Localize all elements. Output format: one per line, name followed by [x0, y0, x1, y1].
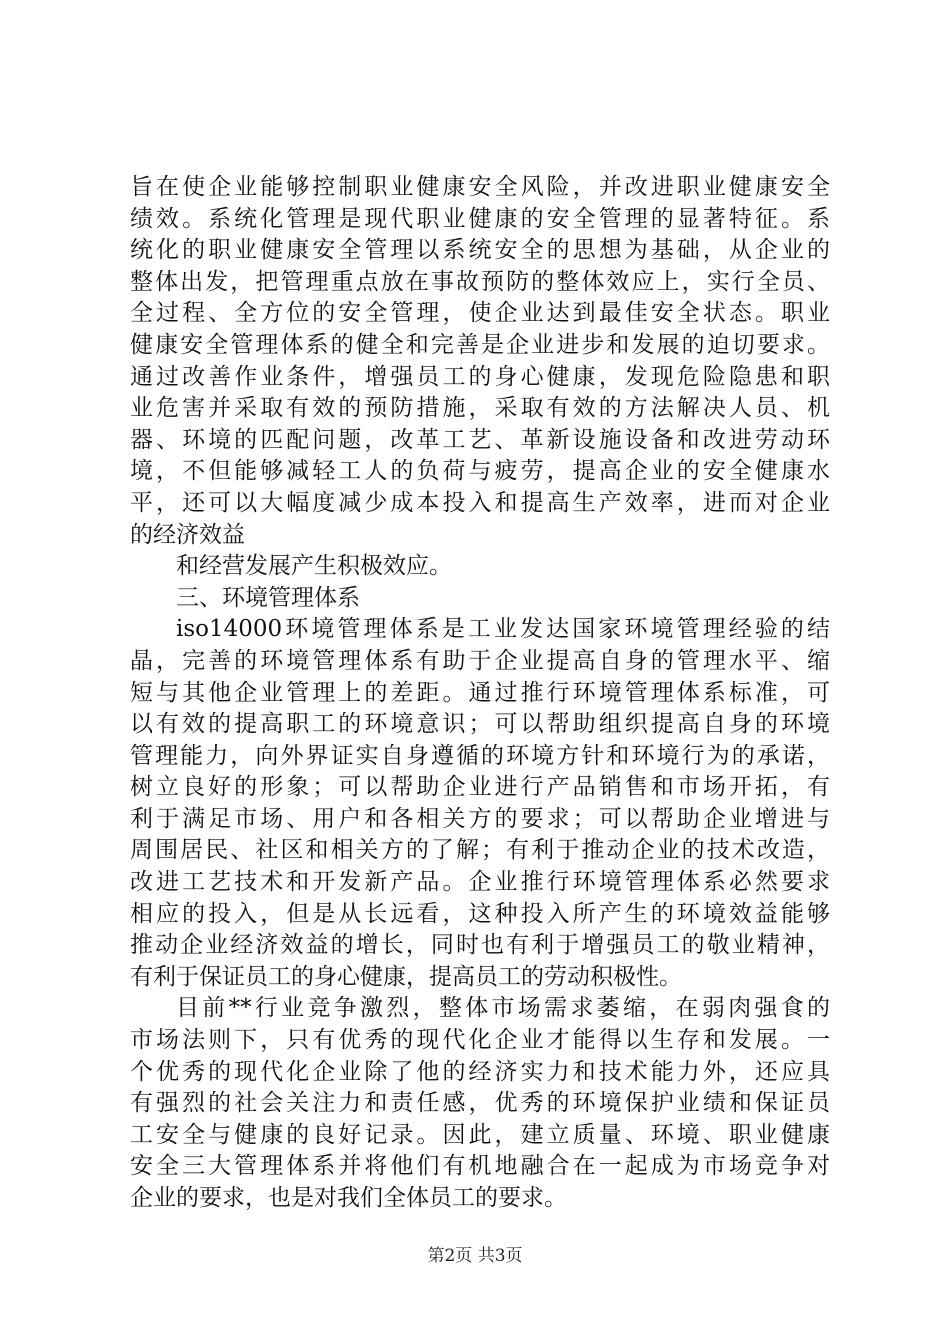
- text-line: 相应的投入，但是从长远看，这种投入所产生的环境效益能够: [130, 900, 830, 927]
- section-heading: 三、环境管理体系: [176, 584, 360, 611]
- text-line: 晶，完善的环境管理体系有助于企业提高自身的管理水平、缩: [130, 647, 830, 674]
- text-line: 和经营发展产生积极效应。: [176, 553, 452, 580]
- page-number: 第2页 共3页: [427, 1246, 523, 1266]
- body-text: [130, 172, 830, 1215]
- text-line: 管理能力，向外界证实自身遵循的环境方针和环境行为的承诺，: [130, 742, 830, 769]
- text-line: 健康安全管理体系的健全和完善是企业进步和发展的迫切要求。: [130, 331, 830, 358]
- text-line: 周围居民、社区和相关方的了解；有利于推动企业的技术改造，: [130, 837, 830, 864]
- text-line: 工安全与健康的良好记录。因此，建立质量、环境、职业健康: [130, 1121, 830, 1148]
- text-line: 个优秀的现代化企业除了他的经济实力和技术能力外，还应具: [130, 1058, 830, 1085]
- text-line: 境，不但能够减轻工人的负荷与疲劳，提高企业的安全健康水: [130, 458, 830, 485]
- text-line: 改进工艺技术和开发新产品。企业推行环境管理体系必然要求: [130, 869, 830, 896]
- text-line: 有强烈的社会关注力和责任感，优秀的环境保护业绩和保证员: [130, 1090, 830, 1117]
- text-line: 以有效的提高职工的环境意识；可以帮助组织提高自身的环境: [130, 711, 830, 738]
- text-line: 整体出发，把管理重点放在事故预防的整体效应上，实行全员、: [130, 268, 830, 295]
- text-line: 安全三大管理体系并将他们有机地融合在一起成为市场竞争对: [130, 1153, 830, 1180]
- text-line: 业危害并采取有效的预防措施，采取有效的方法解决人员、机: [130, 395, 830, 422]
- text-line: 全过程、全方位的安全管理，使企业达到最佳安全状态。职业: [130, 300, 830, 327]
- text-line: 目前**行业竞争激烈，整体市场需求萎缩，在弱肉强食的: [176, 995, 830, 1022]
- text-line: 企业的要求，也是对我们全体员工的要求。: [130, 1185, 567, 1211]
- text-line: 绩效。系统化管理是现代职业健康的安全管理的显著特征。系: [130, 205, 830, 232]
- text-line: 通过改善作业条件，增强员工的身心健康，发现危险隐患和职: [130, 363, 830, 390]
- text-line: 的经济效益: [130, 521, 245, 548]
- text-line: 平，还可以大幅度减少成本投入和提高生产效率，进而对企业: [130, 489, 830, 516]
- text-line: 市场法则下，只有优秀的现代化企业才能得以生存和发展。一: [130, 1027, 830, 1054]
- text-line: 树立良好的形象；可以帮助企业进行产品销售和市场开拓，有: [130, 774, 830, 801]
- text-line: 器、环境的匹配问题，改革工艺、革新设施设备和改进劳动环: [130, 426, 830, 453]
- text-line: iso14000环境管理体系是工业发达国家环境管理经验的结: [176, 616, 830, 643]
- text-line: 推动企业经济效益的增长，同时也有利于增强员工的敬业精神，: [130, 932, 830, 959]
- text-line: 统化的职业健康安全管理以系统安全的思想为基础，从企业的: [130, 237, 830, 264]
- text-line: 旨在使企业能够控制职业健康安全风险，并改进职业健康安全: [130, 174, 830, 200]
- text-line: 有利于保证员工的身心健康，提高员工的劳动积极性。: [130, 963, 682, 990]
- text-line: 短与其他企业管理上的差距。通过推行环境管理体系标准，可: [130, 679, 830, 706]
- page-footer: [0, 1245, 950, 1267]
- text-line: 利于满足市场、用户和各相关方的要求；可以帮助企业增进与: [130, 805, 830, 832]
